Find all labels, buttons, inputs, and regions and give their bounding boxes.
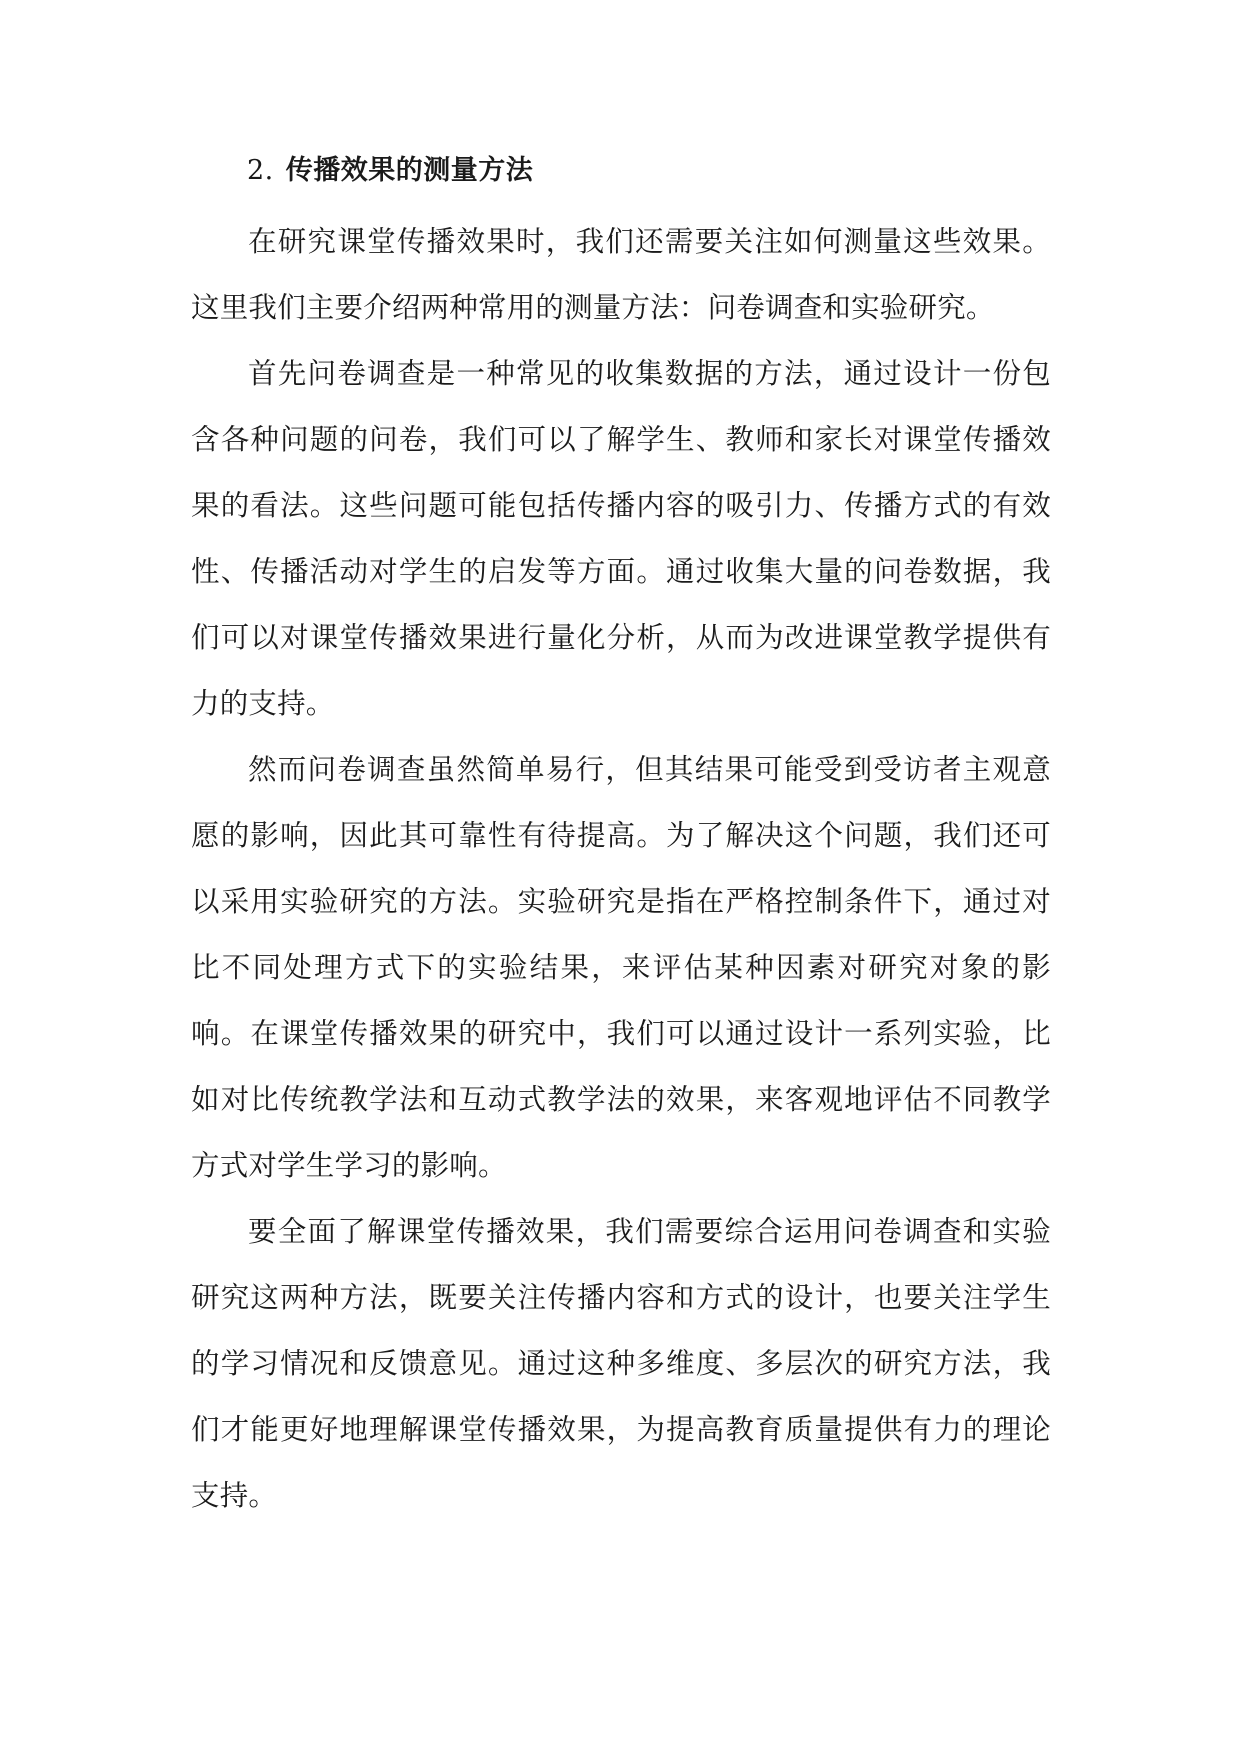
paragraph: 在研究课堂传播效果时，我们还需要关注如何测量这些效果。这里我们主要介绍两种常用的测量方法：问卷调查和实验研究。 (191, 225, 1051, 324)
section-title: 传播效果的测量方法 (285, 155, 534, 186)
section-number: 2. (247, 155, 274, 186)
paragraph: 首先问卷调查是一种常见的收集数据的方法，通过设计一份包含各种问题的问卷，我们可以了解学生、教师和家长对课堂传播效果的看法。这些问题可能包括传播内容的吸引力、传播方式的有效性、传播活动对学生的启发等方面。通过收集大量的问卷数据，我们可以对课堂传播效果进行量化分析，从而为改进课堂教学提供有力的支持。 (191, 357, 1051, 720)
section-heading (191, 143, 1051, 199)
page-content (191, 143, 1051, 1529)
paragraph: 然而问卷调查虽然简单易行，但其结果可能受到受访者主观意愿的影响，因此其可靠性有待提高。为了解决这个问题，我们还可以采用实验研究的方法。实验研究是指在严格控制条件下，通过对比不同处理方式下的实验结果，来评估某种因素对研究对象的影响。在课堂传播效果的研究中，我们可以通过设计一系列实验，比如对比传统教学法和互动式教学法的效果，来客观地评估不同教学方式对学生学习的影响。 (191, 753, 1051, 1182)
paragraph: 要全面了解课堂传播效果，我们需要综合运用问卷调查和实验研究这两种方法，既要关注传播内容和方式的设计，也要关注学生的学习情况和反馈意见。通过这种多维度、多层次的研究方法，我们才能更好地理解课堂传播效果，为提高教育质量提供有力的理论支持。 (191, 1215, 1051, 1512)
